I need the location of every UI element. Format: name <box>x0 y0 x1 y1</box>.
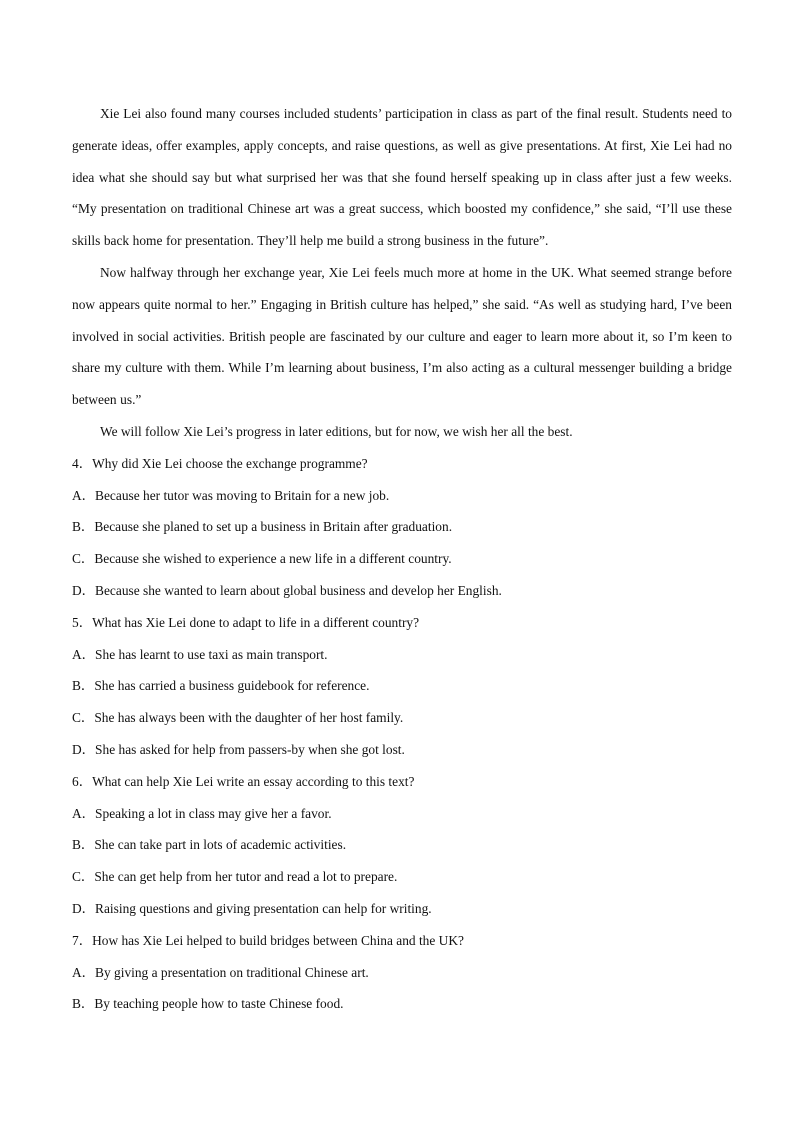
question-5 <box>72 607 732 766</box>
passage-closing: We will follow Xie Lei’s progress in later editions, but for now, we wish her all the best. <box>100 423 573 439</box>
option-d: D．Because she wanted to learn about global business and develop her English. <box>72 582 502 598</box>
question-7 <box>72 925 732 1020</box>
option-a: A．By giving a presentation on traditional Chinese art. <box>72 964 369 980</box>
question-stem: 5．What has Xie Lei done to adapt to life in a different country? <box>72 614 420 630</box>
question-stem: 6．What can help Xie Lei write an essay according to this text? <box>72 773 415 789</box>
option-c: C．She has always been with the daughter of her host family. <box>72 710 404 726</box>
option-d: D．Raising questions and giving presentation can help for writing. <box>72 900 432 916</box>
option-a: A．Speaking a lot in class may give her a favor. <box>72 805 332 821</box>
question-6 <box>72 766 732 925</box>
option-b: B．By teaching people how to taste Chinese food. <box>72 996 344 1012</box>
option-d: D．She has asked for help from passers-by when she got lost. <box>72 741 405 757</box>
option-a: A．She has learnt to use taxi as main transport. <box>72 646 328 662</box>
option-b: B．She has carried a business guidebook for reference. <box>72 678 370 694</box>
document-page <box>72 98 732 1020</box>
passage-paragraph-2: Now halfway through her exchange year, Xie Lei feels much more at home in the UK. What seemed strange before now appears quite normal to her.” Engaging in British culture has helped,” she said. “As well as studying hard, I’ve been involved in social activities. British people are fascinated by our culture and eager to learn more about it, so I’m keen to share my culture with them. While I’m learning about business, I’m also acting as a cultural messenger building a bridge between us.” <box>72 264 732 408</box>
question-4 <box>72 448 732 607</box>
option-b: B．She can take part in lots of academic activities. <box>72 837 347 853</box>
option-c: C．Because she wished to experience a new life in a different country. <box>72 551 452 567</box>
option-c: C．She can get help from her tutor and read a lot to prepare. <box>72 869 398 885</box>
question-stem: 4．Why did Xie Lei choose the exchange programme? <box>72 455 368 471</box>
passage-paragraph-1: Xie Lei also found many courses included students’ participation in class as part of the final result. Students need to generate ideas, offer examples, apply concepts, and raise questions, as well as give presentations. At first, Xie Lei had no idea what she should say but what surprised her was that she found herself speaking up in class after just a few weeks. “My presentation on traditional Chinese art was a great success, which boosted my confidence,” she said, “I’ll use these skills back home for presentation. They’ll help me build a strong business in the future”. <box>72 106 732 249</box>
option-b: B．Because she planed to set up a business in Britain after graduation. <box>72 519 453 535</box>
question-stem: 7．How has Xie Lei helped to build bridges between China and the UK? <box>72 932 464 948</box>
option-a: A．Because her tutor was moving to Britain for a new job. <box>72 487 390 503</box>
